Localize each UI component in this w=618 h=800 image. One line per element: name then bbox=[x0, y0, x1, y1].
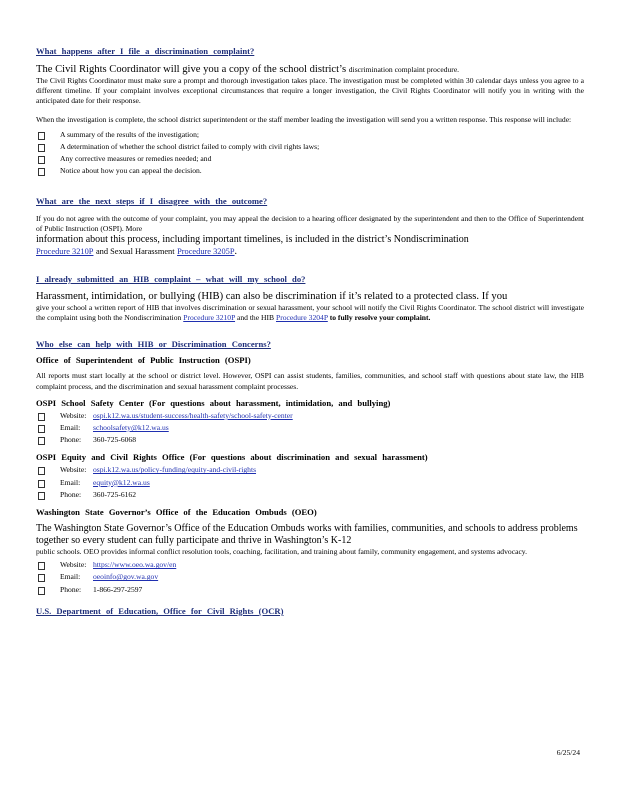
checkbox-icon bbox=[38, 413, 45, 421]
list-item: Email: equity@k12.wa.us bbox=[38, 477, 584, 489]
paragraph-oeo: public schools. OEO provides informal conflict resolution tools, coaching, facilitation, and training about family, community engagement, and systems advocacy. bbox=[36, 547, 528, 557]
checkbox-icon bbox=[38, 168, 45, 176]
checkbox-icon bbox=[38, 587, 45, 595]
equity-website-link[interactable]: ospi.k12.wa.us/policy-funding/equity-and-civil-rights bbox=[93, 465, 257, 475]
checkbox-icon bbox=[38, 467, 45, 475]
lead-tail: discrimination complaint procedure. bbox=[348, 65, 460, 74]
list-item: A summary of the results of the investigation; bbox=[38, 129, 584, 141]
safety-phone: 360-725-6068 bbox=[93, 435, 137, 445]
heading-after-filing: What happens after I file a discrimination complaint? bbox=[36, 46, 255, 56]
list-item: Website: ospi.k12.wa.us/policy-funding/equity-and-civil-rights bbox=[38, 464, 584, 476]
equity-contact-list bbox=[36, 464, 584, 501]
checkbox-icon bbox=[38, 132, 45, 140]
page-date: 6/25/24 bbox=[556, 748, 580, 757]
procedure-3205p-link[interactable]: Procedure 3205P bbox=[177, 247, 235, 257]
equity-phone: 360-725-6162 bbox=[93, 489, 137, 499]
list-item: Email: oeoinfo@gov.wa.gov bbox=[38, 571, 584, 583]
paragraph-investigation: The Civil Rights Coordinator must make sure a prompt and thorough investigation takes place. The investigation must be completed within 30 calendar days unless you agree to a different timeline. If your complaint involves exceptional circumstances that require a longer investigation, the Civil Rights Coordinator will notify you in writing with the anticipated date for their response. bbox=[36, 76, 584, 106]
paragraph-hib: give your school a written report of HIB that involves discrimination or sexual harassment, your school will notify the Civil Rights Coordinator. The school district will investigate the complaint using both the Nondiscrimination Procedure 3210P and the HIB Procedure 3204P to fully resolve your complaint. bbox=[36, 303, 584, 323]
list-item: A determination of whether the school district failed to comply with civil rights laws; bbox=[38, 141, 584, 153]
heading-ocr: U.S. Department of Education, Office for Civil Rights (OCR) bbox=[36, 605, 284, 616]
safety-email-link[interactable]: schoolsafety@k12.wa.us bbox=[93, 423, 169, 433]
heading-who-else: Who else can help with HIB or Discrimination Concerns? bbox=[36, 339, 271, 350]
paragraph-appeal: If you do not agree with the outcome of your complaint, you may appeal the decision to a hearing officer designated by the superintendent and then to the Office of Superintendent of Public Instruction (OSPI). More bbox=[36, 213, 584, 233]
list-item: Any corrective measures or remedies needed; and bbox=[38, 153, 584, 165]
list-item: Email: schoolsafety@k12.wa.us bbox=[38, 422, 584, 434]
safety-website-link[interactable]: ospi.k12.wa.us/student-success/health-safety/school-safety-center bbox=[93, 410, 293, 420]
paragraph-written-response: When the investigation is complete, the school district superintendent or the staff member leading the investigation will send you a written response. This response will include: bbox=[36, 114, 572, 124]
checkbox-icon bbox=[38, 574, 45, 582]
list-item: Notice about how you can appeal the decision. bbox=[38, 165, 584, 177]
safety-center-title: OSPI School Safety Center (For questions about harassment, intimidation, and bullying) bbox=[36, 397, 391, 408]
equity-email-link[interactable]: equity@k12.wa.us bbox=[93, 477, 150, 487]
checkbox-icon bbox=[38, 156, 45, 164]
checkbox-icon bbox=[38, 480, 45, 488]
paragraph-coordinator-lead bbox=[36, 64, 584, 76]
safety-contact-list bbox=[36, 410, 584, 447]
oeo-title: Washington State Governor’s Office of the Education Ombuds (OEO) bbox=[36, 507, 317, 518]
paragraph-oeo-lead: The Washington State Governor’s Office of the Education Ombuds works with families, communities, and schools to address problems together so every student can fully participate and thrive in Washington’s K-12 bbox=[36, 523, 578, 547]
checkbox-icon bbox=[38, 492, 45, 500]
response-contents-list bbox=[36, 129, 584, 178]
heading-next-steps: What are the next steps if I disagree with the outcome? bbox=[36, 195, 268, 206]
ospi-office-title: Office of Superintendent of Public Instruction (OSPI) bbox=[36, 355, 251, 366]
paragraph-hib-lead: Harassment, intimidation, or bullying (HIB) can also be discrimination if it’s related to a protected class. If you bbox=[36, 291, 508, 303]
checkbox-icon bbox=[38, 562, 45, 570]
document-page bbox=[36, 46, 584, 616]
checkbox-icon bbox=[38, 425, 45, 433]
list-item: Phone: 360-725-6162 bbox=[38, 489, 584, 501]
oeo-phone: 1-866-297-2597 bbox=[93, 584, 143, 594]
checkbox-icon bbox=[38, 144, 45, 152]
oeo-website-link[interactable]: https://www.oeo.wa.gov/en bbox=[93, 560, 177, 570]
lead-text: The Civil Rights Coordinator will give you a copy of the school district’s bbox=[36, 64, 347, 75]
equity-office-title: OSPI Equity and Civil Rights Office (For questions about discrimination and sexual harassment) bbox=[36, 452, 428, 463]
oeo-contact-list bbox=[36, 559, 584, 596]
procedure-3210p-hib-link[interactable]: Procedure 3210P bbox=[183, 313, 236, 323]
procedure-3204p-link[interactable]: Procedure 3204P bbox=[275, 313, 328, 323]
paragraph-appeal-info: information about this process, including important timelines, is included in the district’s Nondiscrimination Procedure 3210P and Sexual Harassment Procedure 3205P. bbox=[36, 234, 469, 258]
heading-hib-complaint: I already submitted an HIB complaint – what will my school do? bbox=[36, 274, 306, 285]
oeo-email-link[interactable]: oeoinfo@gov.wa.gov bbox=[93, 572, 159, 582]
checkbox-icon bbox=[38, 437, 45, 445]
list-item: Phone: 1-866-297-2597 bbox=[38, 584, 584, 596]
list-item: Website: https://www.oeo.wa.gov/en bbox=[38, 559, 584, 571]
paragraph-ospi: All reports must start locally at the school or district level. However, OSPI can assist students, families, communities, and school staff with questions about state law, the HIB complaint process, and the discrimination and sexual harassment complaint processes. bbox=[36, 371, 584, 391]
list-item: Website: ospi.k12.wa.us/student-success/health-safety/school-safety-center bbox=[38, 410, 584, 422]
list-item: Phone: 360-725-6068 bbox=[38, 434, 584, 446]
procedure-3210p-link[interactable]: Procedure 3210P bbox=[36, 247, 94, 257]
